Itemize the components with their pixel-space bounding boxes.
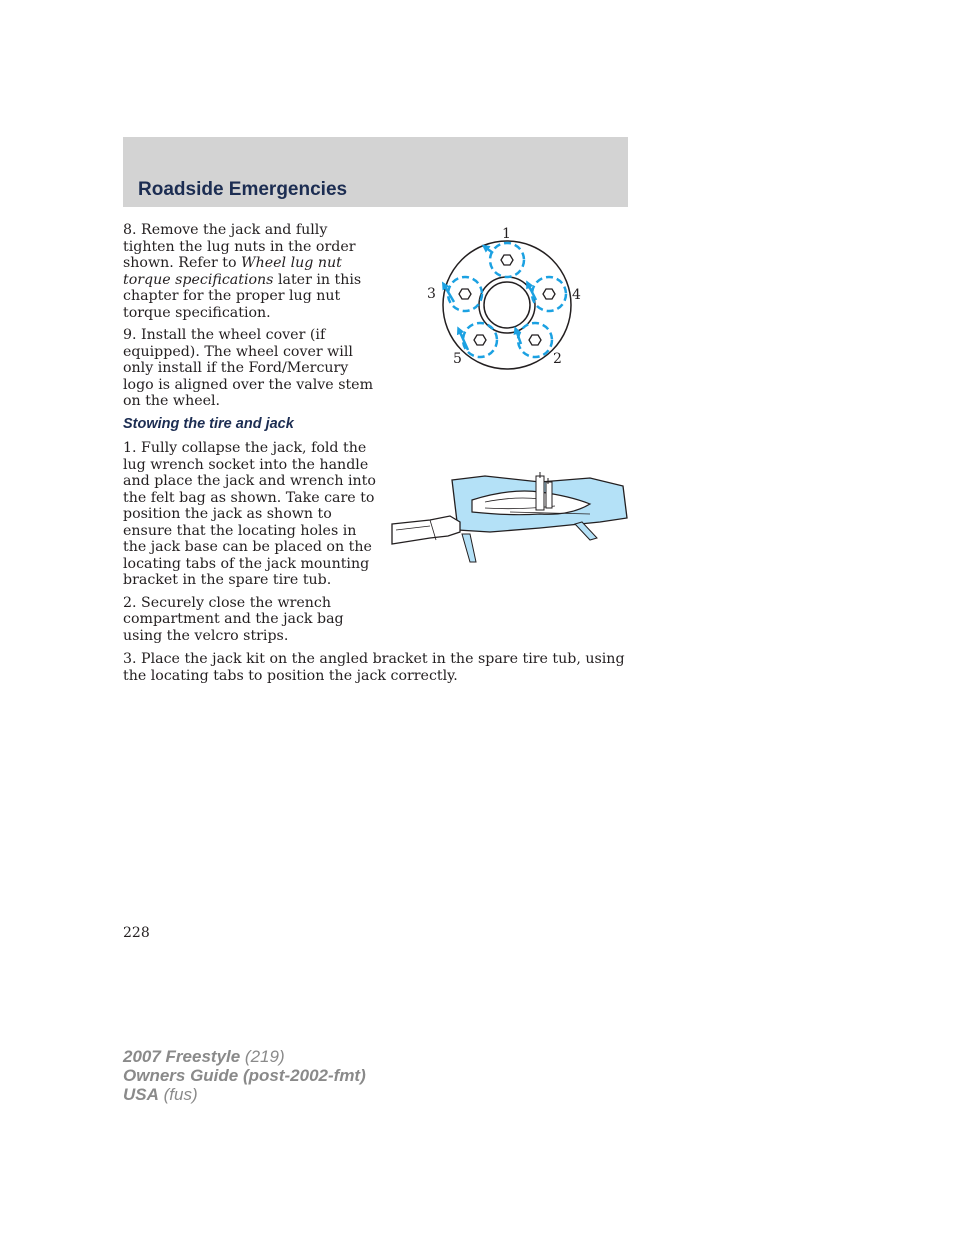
footer-line-2: Owners Guide (post-2002-fmt) xyxy=(123,1066,366,1085)
hub-inner xyxy=(484,282,530,328)
stow-step-3: 3. Place the jack kit on the angled bracket in the spare tire tub, using the locating tabs to position the jack correctly. xyxy=(123,651,625,684)
lug-nut-icon xyxy=(485,243,524,277)
stowing-heading: Stowing the tire and jack xyxy=(123,415,294,432)
lug-nut-icon xyxy=(459,323,497,357)
order-label-5: 5 xyxy=(453,351,462,367)
cross-reference: Wheel lug nut torque specifications xyxy=(123,255,342,288)
footer-line-1: 2007 Freestyle (219) xyxy=(123,1047,285,1066)
jack-bag-icon xyxy=(392,472,627,562)
order-label-4: 4 xyxy=(572,287,581,303)
lug-nut-order-diagram xyxy=(418,220,603,375)
order-label-3: 3 xyxy=(427,286,436,302)
order-label-2: 2 xyxy=(553,351,562,367)
page-number: 228 xyxy=(123,925,150,941)
full-width-text xyxy=(123,651,628,684)
step-9: 9. Install the wheel cover (if equipped). The wheel cover will only install if the Ford/Mercury logo is aligned over the valve stem on the wheel. xyxy=(123,327,374,409)
stow-step-1: 1. Fully collapse the jack, fold the lug wrench socket into the handle and place the jack and wrench into the felt bag as shown. Take care to position the jack as shown to ensure that the locating holes in the jack base can be placed on the locating tabs of the jack mounting bracket in the spare tire tub. xyxy=(123,440,376,588)
lug-nut-icon xyxy=(444,277,482,311)
document-footer xyxy=(123,1047,366,1104)
section-header-band xyxy=(123,137,628,207)
lug-nut-icon xyxy=(528,277,566,311)
section-title: Roadside Emergencies xyxy=(138,179,348,200)
footer-line-3: USA (fus) xyxy=(123,1085,198,1104)
order-label-1: 1 xyxy=(502,226,511,242)
stow-step-2: 2. Securely close the wrench compartment and the jack bag using the velcro strips. xyxy=(123,594,344,644)
lug-nut-icon xyxy=(516,323,552,357)
step-8: 8. Remove the jack and fully tighten the lug nuts in the order shown. Refer to Wheel lug nut torque specifications later in this chapter for the proper lug nut torque specification. xyxy=(123,222,362,321)
left-column-text xyxy=(123,222,381,650)
jack-in-bag-figure xyxy=(390,466,630,568)
